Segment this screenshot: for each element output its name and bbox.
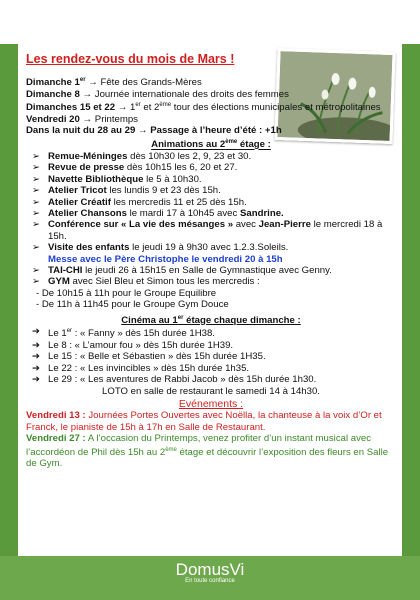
list-item: ➢ TAI-CHI le jeudi 26 à 15h15 en Salle de Gymnastique avec Genny. — [32, 265, 332, 277]
list-item: ➔ Le 1er : « Fanny » dès 15h durée 1H38. — [32, 326, 215, 340]
list-item: ➔ Le 8 : « L’amour fou » dès 15h durée 1H39. — [32, 339, 234, 351]
date-row: Vendredi 20 → Printemps — [26, 113, 138, 125]
gym-group: - De 10h15 à 11h pour le Groupe Equilibre — [36, 287, 217, 299]
list-item: ➢ Visite des enfants le jeudi 19 à 9h30 avec 1.2.3.Soleils. Messe avec le Père Christophe le vendredi 20 à 15h — [32, 242, 289, 265]
gym-group: - De 11h à 11h45 pour le Groupe Gym Douce — [36, 299, 229, 311]
page-title: Les rendez-vous du mois de Mars ! — [26, 52, 235, 66]
list-item: ➔ Le 15 : « Belle et Sébastien » dès 15h durée 1H35. — [32, 351, 266, 363]
list-item: ➔ Le 22 : « Les invincibles » dès 15h durée 1h35. — [32, 362, 250, 374]
animations-list — [26, 151, 396, 288]
loto-line: LOTO en salle de restaurant le samedi 14 à 14h30. — [102, 385, 320, 397]
event-item: Vendredi 27 : A l’occasion du Printemps, venez profiter d’un instant musical avec l’accordéon de Phil dès 15h au 2ème étage et découvrir l’exposition des fleurs en Salle de Gym. — [26, 433, 389, 470]
list-item: ➢ Navette Bibliothèque le 5 à 10h30. — [32, 173, 202, 185]
list-item: ➢ Revue de presse dès 10h15 les 6, 20 et 27. — [32, 162, 238, 174]
animations-heading: Animations au 2ème étage : — [151, 139, 271, 151]
list-item: ➢ Atelier Chansons le mardi 17 à 10h45 avec Sandrine. — [32, 208, 284, 220]
flyer-content — [26, 75, 396, 470]
date-row: Dans la nuit du 28 au 29 → Passage à l’heure d’été : +1h — [26, 125, 282, 136]
date-row: Dimanche 1er → Fête des Grands-Mères — [26, 77, 202, 89]
messe-line: Messe avec le Père Christophe le vendredi 20 à 15h — [48, 253, 283, 265]
list-item: ➢ Atelier Tricot les lundis 9 et 23 dès 15h. — [32, 185, 221, 197]
list-item: ➢ Atelier Créatif les mercredis 11 et 25 dès 15h. — [32, 196, 247, 208]
date-row: Dimanche 8 → Journée internationale des droits des femmes — [26, 88, 289, 100]
cinema-list — [26, 326, 396, 385]
list-item: ➢ Remue-Méninges dès 10h30 les 2, 9, 23 et 30. — [32, 151, 252, 162]
evenements-heading: Evénements : — [178, 397, 244, 410]
list-item: ➔ Le 29 : « Les aventures de Rabbi Jacob » dès 15h durée 1h30. — [32, 374, 317, 386]
domusvi-logo: DomusVi En toute confiance — [175, 560, 245, 584]
list-item: ➢ Conférence sur « La vie des mésanges » avec Jean-Pierre le mercredi 18 à 15h. — [32, 219, 383, 242]
event-item: Vendredi 13 : Journées Portes Ouvertes avec Noëlla, la chanteuse à la voix d’Or et Franck, le pianiste de 15h à 17h en Salle de Restaurant. — [26, 410, 382, 433]
cinema-heading: Cinéma au 1er étage chaque dimanche : — [121, 314, 301, 326]
date-row: Dimanches 15 et 22 → 1er et 2ème tour des élections municipales et métropolitaines — [26, 102, 381, 114]
list-item: ➢ GYM avec Siel Bleu et Simon tous les mercredis : — [32, 276, 260, 288]
